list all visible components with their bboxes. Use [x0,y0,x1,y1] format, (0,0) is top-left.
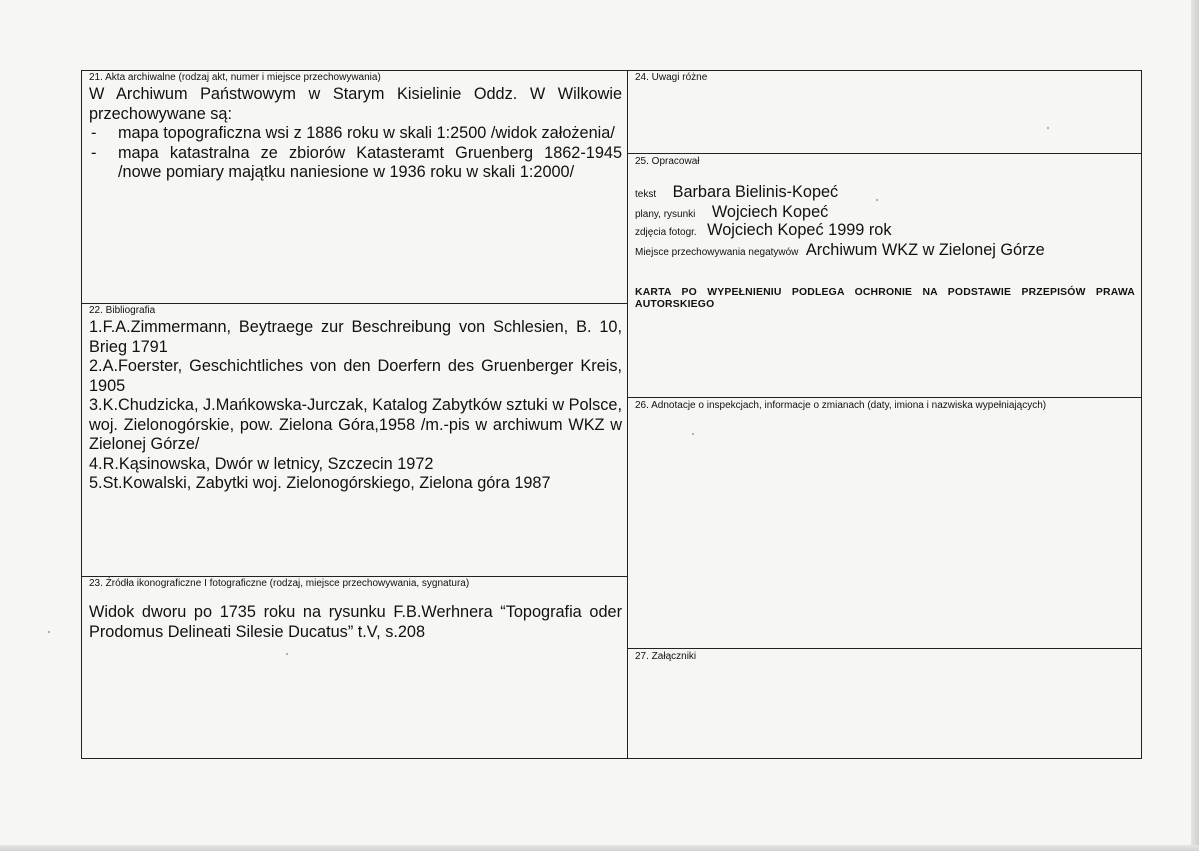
negatives-label: Miejsce przechowywania negatywów [635,247,799,258]
bibliography-entry-1: 1.F.A.Zimmermann, Beytraege zur Beschreibung von Schlesien, B. 10, Brieg 1791 [89,318,622,356]
section-26-label: 26. Adnotacje o inspekcjach, informacje o zmianach (daty, imiona i nazwiska wypełniających) [635,400,1047,411]
archive-item-2: mapa katastralna ze zbiorów Katasteramt Gruenberg 1862-1945 /nowe pomiary majątku naniesione w 1936 roku w skali 1:2000/ [118,143,622,181]
author-plans-row [635,203,828,222]
negatives-value: Archiwum WKZ w Zielonej Górze [805,241,1045,259]
divider-22-23 [81,576,627,577]
negatives-row [635,241,1045,260]
author-text-row [635,183,838,202]
archive-item-1: mapa topograficzna wsi z 1886 roku w skali 1:2500 /widok założenia/ [118,124,615,142]
bullet: - [91,143,97,162]
page-edge-bottom [0,845,1199,851]
list-item [89,124,622,144]
scan-speck [48,631,50,633]
divider-21-22 [81,303,627,304]
column-divider [627,70,628,759]
scan-speck [1047,127,1049,129]
page-edge [1191,0,1199,851]
divider-26-27 [627,648,1142,649]
plans-author-value: Wojciech Kopeć [711,203,829,221]
scan-speck [876,199,878,201]
photos-author-value: Wojciech Kopeć 1999 rok [707,221,892,239]
copyright-notice-line-1: KARTA PO WYPEŁNIENIU PODLEGA OCHRONIE NA PODSTAWIE PRZEPISÓW PRAWA [635,287,1135,298]
divider-25-26 [627,397,1142,398]
section-27-label: 27. Załączniki [635,651,697,662]
section-23-text: Widok dworu po 1735 roku na rysunku F.B.Werhnera “Topografia oder Prodomus Delineati Silesie Ducatus” t.V, s.208 [89,603,622,641]
section-21-label: 21. Akta archiwalne (rodzaj akt, numer i miejsce przechowywania) [89,72,381,83]
section-21-content [89,85,622,183]
copyright-notice-line-2: AUTORSKIEGO [635,299,715,310]
photos-author-label: zdjęcia fotogr. [635,227,697,238]
section-23-label: 23. Źródła ikonograficzne I fotograficzne (rodzaj, miejsce przechowywania, sygnatura) [89,578,470,589]
bibliography-entry-2: 2.A.Foerster, Geschichtliches von den Doerfern des Gruenberger Kreis, 1905 [89,357,622,395]
copyright-notice [635,287,1135,311]
plans-author-label: plany, rysunki [635,209,696,220]
section-22-label: 22. Bibliografia [89,305,156,316]
author-photos-row [635,221,892,240]
section-24-label: 24. Uwagi różne [635,72,708,83]
divider-24-25 [627,153,1142,154]
list-item [89,144,622,183]
scan-speck [286,653,288,655]
section-21-list [89,124,622,183]
bullet: - [91,124,97,142]
section-22-content [89,318,622,494]
text-author-value: Barbara Bielinis-Kopeć [672,183,839,201]
bibliography-entry-3: 3.K.Chudzicka, J.Mańkowska-Jurczak, Katalog Zabytków sztuki w Polsce, woj. Zielonogórskie, pow. Zielona Góra,1958 /m.-pis w archiwum WKZ w Zielonej Górze/ [89,396,622,453]
section-21-intro: W Archiwum Państwowym w Starym Kisielinie Oddz. W Wilkowie przechowywane są: [89,85,622,123]
scan-speck [692,433,694,435]
bibliography-entry-5: 5.St.Kowalski, Zabytki woj. Zielonogórskiego, Zielona góra 1987 [89,474,551,492]
bibliography-entry-4: 4.R.Kąsinowska, Dwór w letnicy, Szczecin 1972 [89,454,434,473]
section-25-label: 25. Opracował [635,156,700,167]
text-author-label: tekst [635,189,657,200]
